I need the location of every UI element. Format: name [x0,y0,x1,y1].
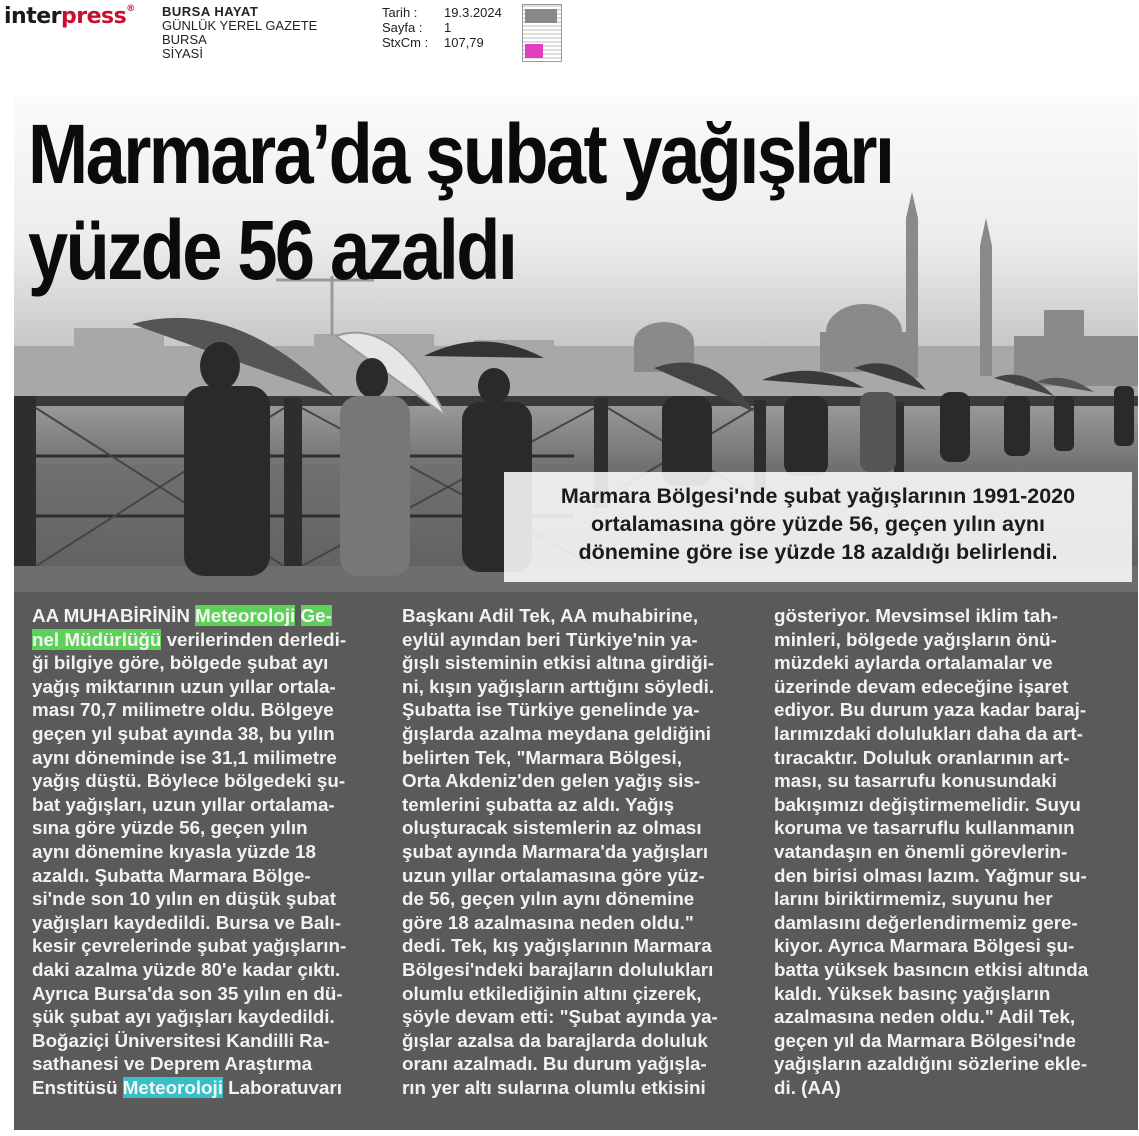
publication-type: GÜNLÜK YEREL GAZETE [162,18,318,33]
meta-date: Tarih : 19.3.2024 [382,5,502,20]
col3-line: kiyor. Ayrıca Marmara Bölgesi şu- [774,935,1075,957]
logo-main-text: inter [4,4,61,29]
col3-line: tıracaktır. Doluluk oranlarının art- [774,746,1070,768]
body-column-2 [402,604,752,1128]
highlight-genel: Ge- [300,605,332,626]
col3-line: geçen yıl da Marmara Bölgesi'nde [774,1029,1076,1051]
col3-line: gösteriyor. Mevsimsel iklim tah- [774,605,1058,626]
publication-name: BURSA HAYAT [162,4,259,19]
headline [28,106,892,298]
col1-line: şük şubat ayı yağışları kaydedildi. [32,1006,335,1028]
col1-line: ması 70,7 milimetre oldu. Bölgeye [32,699,334,721]
col1-line: aynı döneminde ise 31,1 milimetre [32,746,337,768]
col2-line: eylül ayından beri Türkiye'nin ya- [402,628,698,650]
meta-page: Sayfa : 1 [382,20,452,35]
col2-line: Şubatta ise Türkiye genelinde ya- [402,699,700,721]
col3-line: larımızdaki dolulukları daha da art- [774,722,1083,744]
photo-caption-box [504,472,1132,582]
headline-line-2: yüzde 56 azaldı [28,203,516,297]
col1-line: azaldı. Şubatta Marmara Bölge- [32,864,311,886]
col2-line: oluşturacak sistemlerin az olması [402,817,702,839]
col2-line: rın yer altı sularına olumlu etkisini [402,1076,706,1098]
meta-stxcm: StxCm : 107,79 [382,35,484,50]
col2-line: göre 18 azalmasına neden oldu." [402,911,694,933]
news-article [14,96,1138,1130]
col2-line: uzun yıllar ortalamasına göre yüz- [402,864,705,886]
col1-line: sathanesi ve Deprem Araştırma [32,1053,313,1075]
col1-line: si'nde son 10 yılın en düşük şubat [32,888,336,910]
col2-line: ğışlar azalsa da barajlarda doluluk [402,1029,708,1051]
interpress-logo [4,4,135,29]
col2-line: de 56, geçen yılın aynı dönemine [402,888,695,910]
thumbnail-highlight [525,44,543,58]
col3-line: minleri, bölgede yağışların önü- [774,628,1057,650]
col1-line: ği bilgiye göre, bölgede şubat ayı [32,652,329,674]
col3-line: larını biriktirmemiz, suyunu her [774,888,1053,910]
col3-line: batta yüksek basıncın etkisi altında [774,958,1089,980]
col3-line: ediyor. Bu durum yaza kadar baraj- [774,699,1087,721]
col3-line: üzerinde devam edeceğine işaret [774,675,1069,697]
col1-line: sına göre yüzde 56, geçen yılın [32,817,308,839]
col3-line: kaldı. Yüksek basınç yağışların [774,982,1051,1004]
registered-mark: ® [126,4,135,14]
col1-line: yağış düştü. Böylece bölgedeki şu- [32,770,346,792]
col2-line: ğışlarda azalma meydana geldiğini [402,722,711,744]
col1-line: aynı dönemine kıyasla yüzde 18 [32,840,316,862]
col3-line: müzdeki aylarda ortalamalar ve [774,652,1053,674]
thumbnail-image-block [525,9,557,23]
col3-line: damlasını değerlendirmemiz gere- [774,911,1078,933]
col2-line: belirten Tek, "Marmara Bölgesi, [402,746,682,768]
headline-line-1: Marmara’da şubat yağışları [28,107,893,201]
col3-line: bakışımızı değiştirmemelidir. Suyu [774,793,1081,815]
col1-line: Ayrıca Bursa'da son 35 yılın en dü- [32,982,343,1004]
col2-line: olumlu etkilediğinin altını çizerek, [402,982,702,1004]
publication-info [162,5,317,61]
col3-line: yağışların azaldığını sözlerine ekle- [774,1053,1088,1075]
col3-line: di. (AA) [774,1076,841,1098]
article-photo [14,96,1138,592]
page-thumbnail[interactable] [522,4,562,62]
highlight-meteoroloji-lab: Meteoroloji [122,1076,223,1098]
body-column-3 [774,604,1120,1128]
col1-line: yağış miktarının uzun yıllar ortala- [32,675,336,697]
publication-city: BURSA [162,32,207,47]
clipping-meta [382,5,502,50]
col1-line: daki azalma yüzde 80'e kadar çıktı. [32,958,341,980]
col2-line: Bölgesi'ndeki barajların dolulukları [402,958,714,980]
col2-line: temlerini şubatta az aldı. Yağış [402,793,675,815]
col3-line: vatandaşın en önemli görevlerin- [774,840,1068,862]
col2-line: Başkanı Adil Tek, AA muhabirine, [402,605,699,626]
col2-line: ğışlı sisteminin etkisi altına girdiği- [402,652,715,674]
col2-line: ni, kışın yağışların arttığını söyledi. [402,675,715,697]
col1-lines [32,651,378,1076]
publication-category: SİYASİ [162,46,203,61]
col1-last-line: Enstitüsü Meteoroloji Laboratuvarı [32,1076,342,1098]
col1-line: yağışları kaydedildi. Bursa ve Balı- [32,911,341,933]
highlight-mudurlugu: nel Müdürlüğü [32,628,162,650]
col3-line: ması, su tasarrufu konusundaki [774,770,1057,792]
col3-line: den birisi olması lazım. Yağmur su- [774,864,1087,886]
body-column-1 [32,604,378,1128]
col1-line-1: AA MUHABİRİNİN Meteoroloji Ge- [32,605,332,626]
col1-line: Boğaziçi Üniversitesi Kandilli Ra- [32,1029,330,1051]
col2-line: oranı azalmadı. Bu durum yağışla- [402,1053,707,1075]
col1-line-2: nel Müdürlüğü verilerinden derledi- [32,628,347,650]
col3-line: azalmasına neden oldu." Adil Tek, [774,1006,1076,1028]
highlight-meteoroloji: Meteoroloji [195,605,296,626]
col1-line: kesir çevrelerinde şubat yağışların- [32,935,347,957]
col3-line: koruma ve tasarruflu kullanmanın [774,817,1075,839]
col1-line: bat yağışları, uzun yıllar ortalama- [32,793,335,815]
article-body [14,604,1138,1128]
col1-line: geçen yıl şubat ayında 38, bu yılın [32,722,335,744]
col2-line: Orta Akdeniz'den gelen yağış sis- [402,770,701,792]
col2-line: şöyle devam etti: "Şubat ayında ya- [402,1006,718,1028]
col2-line: şubat ayında Marmara'da yağışları [402,840,709,862]
col2-line: dedi. Tek, kış yağışlarının Marmara [402,935,712,957]
logo-accent-text: press [61,4,127,29]
photo-caption: Marmara Bölgesi'nde şubat yağışlarının 1991-2020 ortalamasına göre yüzde 56, geçen yılın aynı dönemine göre ise yüzde 18 azaldığı belirlendi. [560,484,1076,564]
